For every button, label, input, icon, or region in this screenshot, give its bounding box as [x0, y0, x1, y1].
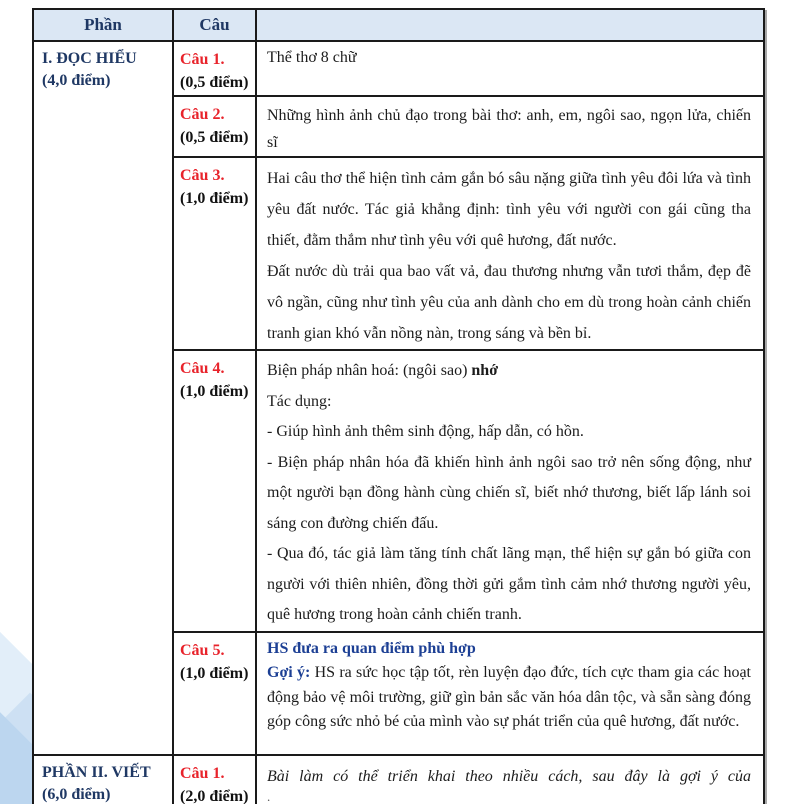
question-4-points: (1,0 điểm) [180, 383, 249, 400]
table-header-row [33, 9, 764, 41]
section-reading-cell [33, 41, 173, 755]
question-1-points: (0,5 điểm) [180, 74, 249, 91]
answer-2-text: Những hình ảnh chủ đạo trong bài thơ: anh, em, ngôi sao, ngọn lửa, chiến sĩ [267, 107, 751, 151]
column-header-cau: Câu [173, 9, 256, 41]
answer-1-cell [256, 41, 764, 96]
section-writing-points: (6,0 điểm) [42, 785, 111, 803]
answer-5-heading: HS đưa ra quan điểm phù hợp [267, 639, 476, 657]
question-1-cell [173, 41, 256, 96]
question-2-label: Câu 2. [180, 106, 225, 123]
answer-key-table [32, 8, 765, 804]
question-5-label: Câu 5. [180, 641, 225, 659]
question-5-points: (1,0 điểm) [180, 664, 249, 682]
question-4-cell [173, 350, 256, 632]
answer-5-hint-label: Gợi ý: [267, 664, 311, 681]
question-3-points: (1,0 điểm) [180, 190, 249, 207]
table-row-writing-q1 [33, 755, 764, 804]
question-3-cell [173, 157, 256, 350]
answer-4-intro-keyword: nhớ [471, 362, 499, 379]
answer-4-effect-heading: Tác dụng: [267, 392, 332, 410]
answer-4-bullet-2: - Biện pháp nhân hóa đã khiến hình ảnh ngôi sao trở nên sống động, như một người bạn đồng hành cùng chiến sĩ, biết nhớ thương, biết lấp lánh soi sáng con đường chiến đấu. [267, 453, 751, 532]
answer-writing-1-text: Bài làm có thể triển khai theo nhiều cách, sau đây là gợi ý của [267, 767, 751, 785]
section-reading-points: (4,0 điểm) [42, 72, 111, 89]
section-writing-title: PHẦN II. VIẾT [42, 763, 151, 781]
question-writing-1-cell [173, 755, 256, 804]
column-header-phan: Phần [33, 9, 173, 41]
answer-4-intro-prefix: Biện pháp nhân hoá: (ngôi sao) [267, 362, 472, 379]
answer-3-paragraph-1: Hai câu thơ thể hiện tình cảm gắn bó sâu nặng giữa tình yêu đôi lứa và tình yêu đất nước. Tác giả khẳng định: tình yêu với người con gái cũng tha thiết, đằm thắm như tình yêu với quê hương, đất nước. [267, 170, 751, 249]
question-3-label: Câu 3. [180, 167, 225, 184]
question-4-label: Câu 4. [180, 360, 225, 377]
question-1-label: Câu 1. [180, 51, 225, 68]
section-reading-title: I. ĐỌC HIỂU [42, 50, 137, 67]
answer-4-intro [267, 356, 751, 387]
answer-3-cell [256, 157, 764, 350]
answer-4-cell [256, 350, 764, 632]
answer-5-cell [256, 632, 764, 755]
table-row-q1 [33, 41, 764, 96]
question-2-points: (0,5 điểm) [180, 129, 249, 146]
answer-writing-1-clipped-line: . [267, 788, 271, 804]
column-header-content [256, 9, 764, 41]
answer-4-bullet-1: - Giúp hình ảnh thêm sinh động, hấp dẫn, có hồn. [267, 423, 584, 440]
question-2-cell [173, 96, 256, 157]
answer-writing-1-cell [256, 755, 764, 804]
answer-1-text: Thể thơ 8 chữ [267, 49, 357, 66]
answer-2-cell [256, 96, 764, 157]
answer-5-hint-text: HS ra sức học tập tốt, rèn luyện đạo đức, tích cực tham gia các hoạt động bảo vệ môi trường, giữ gìn bản sắc văn hóa dân tộc, và sẵn sàng đóng góp công sức nhỏ bé của mình vào sự phát triển của quê hương, đất nước. [267, 664, 752, 730]
answer-3-paragraph-2: Đất nước dù trải qua bao vất vả, đau thương nhưng vẫn tươi thắm, đẹp đẽ vô ngần, cũng như tình yêu của anh dành cho em dù trong hoàn cảnh chiến tranh gian khó vẫn nồng nàn, trong sáng và bền bỉ. [267, 263, 751, 342]
question-writing-1-points: (2,0 điểm) [180, 787, 249, 804]
question-writing-1-label: Câu 1. [180, 764, 225, 782]
section-writing-cell [33, 755, 173, 804]
answer-4-bullet-3: - Qua đó, tác giả làm tăng tính chất lãng mạn, thể hiện sự gắn bó giữa con người với thiên nhiên, đồng thời gửi gắm tình cảm nhớ thương người yêu, quê hương trong hoàn cảnh chiến tranh. [267, 545, 751, 623]
question-5-cell [173, 632, 256, 755]
answer-5-hint [267, 661, 751, 735]
